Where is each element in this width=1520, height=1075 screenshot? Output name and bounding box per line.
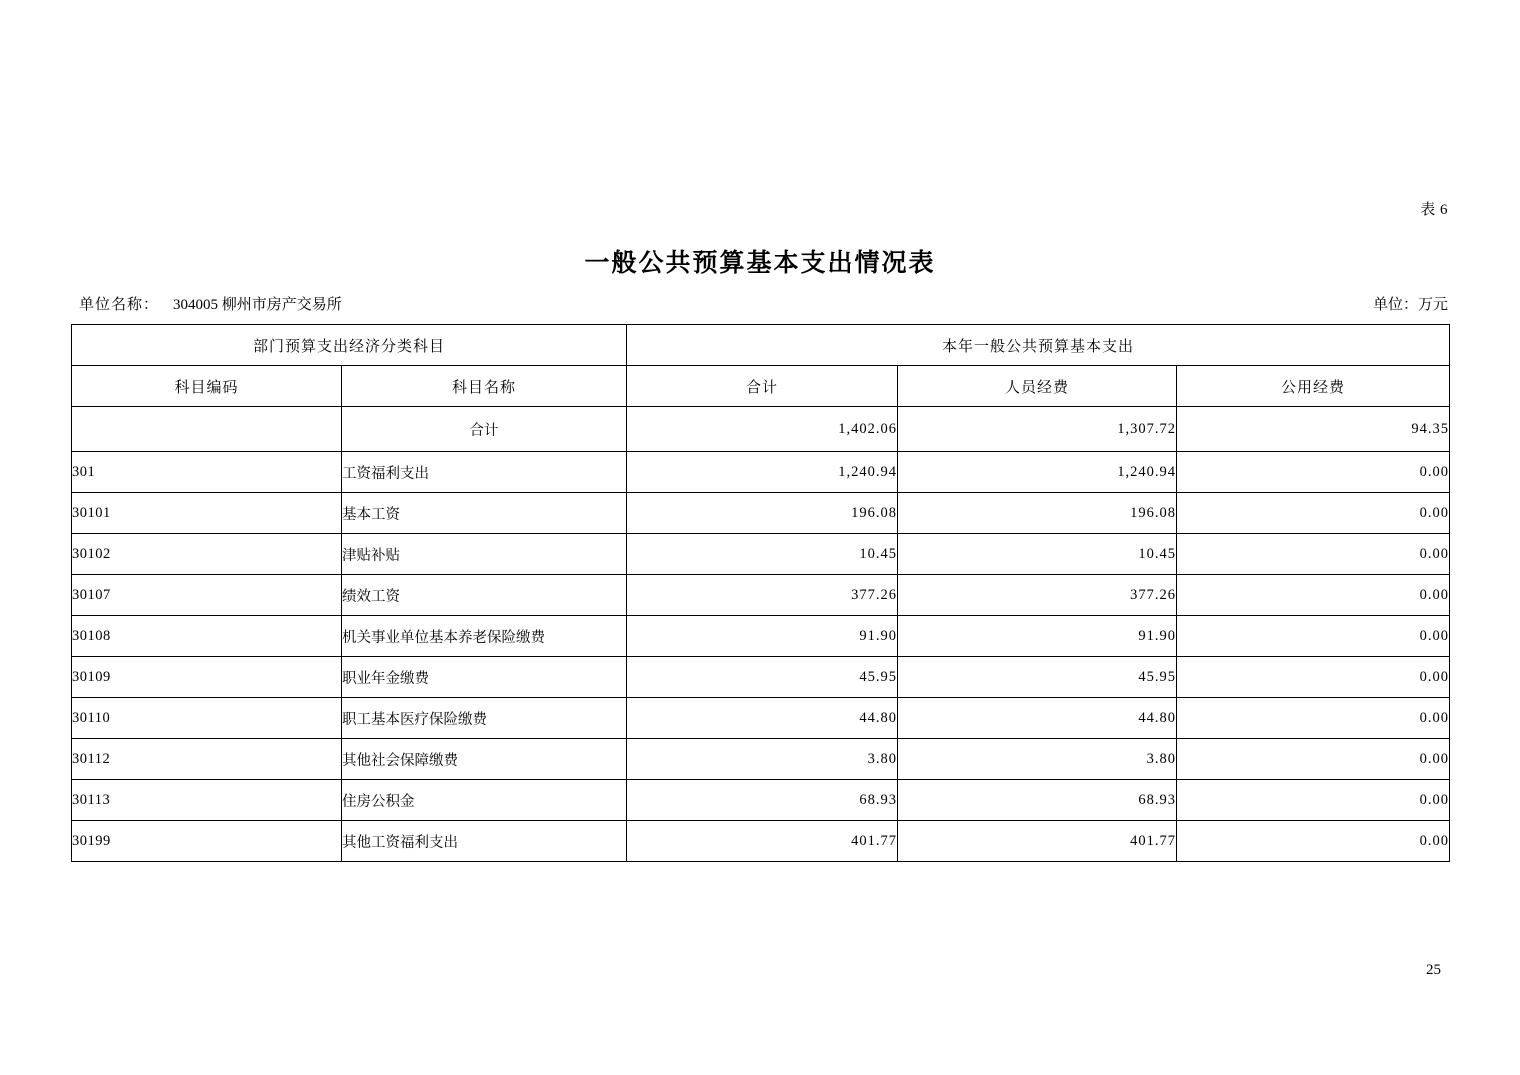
cell-personnel: 68.93 — [898, 780, 1177, 821]
cell-personnel: 91.90 — [898, 616, 1177, 657]
table-row — [72, 452, 1450, 493]
cell-code: 30199 — [72, 821, 342, 862]
cell-total: 1,240.94 — [627, 452, 898, 493]
cell-code: 30113 — [72, 780, 342, 821]
unit-name-label: 单位名称： — [79, 297, 160, 313]
cell-name: 合计 — [342, 407, 627, 452]
cell-personnel: 1,307.72 — [898, 407, 1177, 452]
column-header-name: 科目名称 — [342, 366, 627, 407]
table-row-total — [72, 407, 1450, 452]
cell-personnel: 401.77 — [898, 821, 1177, 862]
column-header-total: 合计 — [627, 366, 898, 407]
column-header-personnel: 人员经费 — [898, 366, 1177, 407]
unit-name-value: 304005 柳州市房产交易所 — [173, 297, 342, 313]
cell-name: 基本工资 — [342, 493, 627, 534]
table-row — [72, 575, 1450, 616]
cell-personnel: 10.45 — [898, 534, 1177, 575]
table-row — [72, 493, 1450, 534]
table-column-header-row — [72, 366, 1450, 407]
cell-name: 津贴补贴 — [342, 534, 627, 575]
cell-total: 68.93 — [627, 780, 898, 821]
cell-code: 30110 — [72, 698, 342, 739]
cell-code: 30101 — [72, 493, 342, 534]
cell-name: 职工基本医疗保险缴费 — [342, 698, 627, 739]
cell-total: 45.95 — [627, 657, 898, 698]
cell-personnel: 44.80 — [898, 698, 1177, 739]
cell-public: 0.00 — [1177, 821, 1450, 862]
table-body — [72, 407, 1450, 862]
cell-total: 196.08 — [627, 493, 898, 534]
cell-public: 0.00 — [1177, 493, 1450, 534]
table-row — [72, 780, 1450, 821]
cell-code: 30109 — [72, 657, 342, 698]
cell-public: 0.00 — [1177, 698, 1450, 739]
unit-name — [79, 293, 342, 314]
cell-name: 工资福利支出 — [342, 452, 627, 493]
table-row — [72, 739, 1450, 780]
cell-personnel: 1,240.94 — [898, 452, 1177, 493]
table-row — [72, 616, 1450, 657]
cell-code: 30102 — [72, 534, 342, 575]
cell-public: 0.00 — [1177, 534, 1450, 575]
cell-public: 0.00 — [1177, 780, 1450, 821]
page-title: 一般公共预算基本支出情况表 — [584, 249, 936, 277]
group-header-left: 部门预算支出经济分类科目 — [72, 325, 627, 366]
cell-public: 0.00 — [1177, 452, 1450, 493]
cell-total: 3.80 — [627, 739, 898, 780]
table-label: 表 6 — [1420, 202, 1448, 218]
cell-code: 301 — [72, 452, 342, 493]
cell-total: 44.80 — [627, 698, 898, 739]
cell-code: 30112 — [72, 739, 342, 780]
cell-code: 30108 — [72, 616, 342, 657]
group-header-right: 本年一般公共预算基本支出 — [627, 325, 1450, 366]
cell-name: 绩效工资 — [342, 575, 627, 616]
budget-table — [71, 324, 1450, 862]
cell-name: 住房公积金 — [342, 780, 627, 821]
table-group-header-row — [72, 325, 1450, 366]
page-number: 25 — [1426, 962, 1441, 978]
cell-total: 91.90 — [627, 616, 898, 657]
cell-public: 0.00 — [1177, 575, 1450, 616]
cell-total: 377.26 — [627, 575, 898, 616]
cell-total: 1,402.06 — [627, 407, 898, 452]
unit-measure: 单位：万元 — [1372, 297, 1448, 313]
cell-name: 其他工资福利支出 — [342, 821, 627, 862]
cell-name: 职业年金缴费 — [342, 657, 627, 698]
cell-personnel: 45.95 — [898, 657, 1177, 698]
cell-personnel: 377.26 — [898, 575, 1177, 616]
table-row — [72, 534, 1450, 575]
cell-public: 94.35 — [1177, 407, 1450, 452]
cell-public: 0.00 — [1177, 616, 1450, 657]
cell-total: 401.77 — [627, 821, 898, 862]
cell-public: 0.00 — [1177, 739, 1450, 780]
cell-total: 10.45 — [627, 534, 898, 575]
column-header-code: 科目编码 — [72, 366, 342, 407]
cell-name: 其他社会保障缴费 — [342, 739, 627, 780]
table-row — [72, 821, 1450, 862]
cell-code: 30107 — [72, 575, 342, 616]
cell-code — [72, 407, 342, 452]
table-row — [72, 657, 1450, 698]
cell-public: 0.00 — [1177, 657, 1450, 698]
column-header-public: 公用经费 — [1177, 366, 1450, 407]
cell-personnel: 196.08 — [898, 493, 1177, 534]
table-row — [72, 698, 1450, 739]
cell-personnel: 3.80 — [898, 739, 1177, 780]
cell-name: 机关事业单位基本养老保险缴费 — [342, 616, 627, 657]
